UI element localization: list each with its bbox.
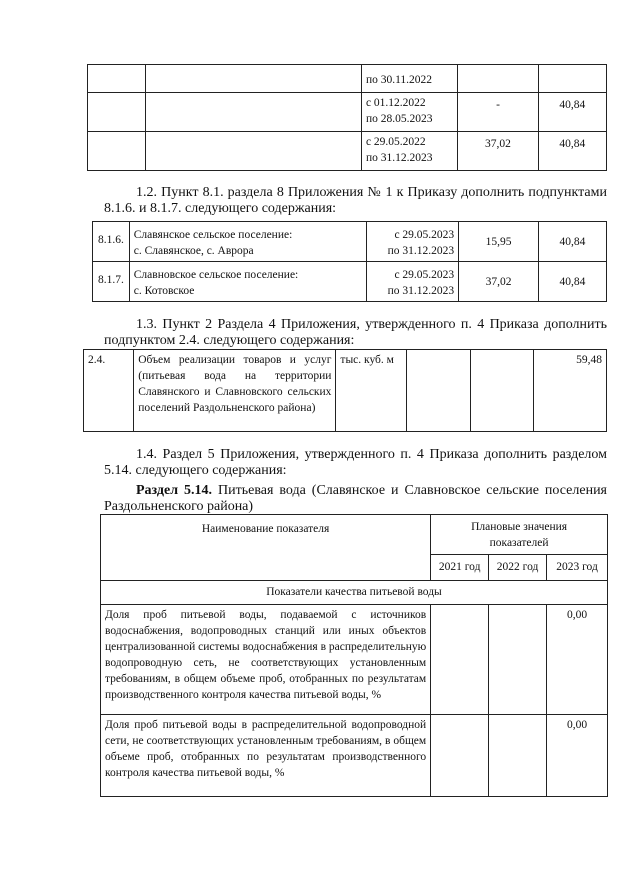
group-title-row [101, 581, 608, 605]
paragraph-1-2: 1.2. Пункт 8.1. раздела 8 Приложения № 1 к Приказу дополнить подпунктами 8.1.6. и 8.1.7. следующего содержания: [104, 185, 607, 216]
table-row [101, 605, 608, 715]
indicator-name: Доля проб питьевой воды, подаваемой с источников водоснабжения, водопроводных станций или иных объектов централизованной системы водоснабжения в распределительную водопроводную сеть, не соответствующих установленным требованиям, в общем объеме проб, отобранных по результатам производственного контроля качества питьевой воды, % [105, 609, 427, 701]
year-header: 2022 год [496, 561, 539, 573]
table-row: 8.1.6. Славянское сельское поселение: с. Славянское, с. Аврора с 29.05.2023 по 31.12.2023 15,95 40,84 [93, 222, 607, 262]
value-cell: 15,95 [485, 236, 512, 248]
settlement-villages: с. Котовское [133, 285, 195, 297]
period-from: по 30.11.2022 [365, 74, 433, 86]
indicator-name: Доля проб питьевой воды в распределительной водопроводной сети, не соответствующих установленным требованиям, в общем объеме проб, отобранных по результатам производственного контроля качества питьевой воды, % [105, 719, 427, 779]
value-cell: 40,84 [559, 236, 586, 248]
value-cell: 37,02 [485, 138, 511, 150]
value-cell: 40,84 [559, 138, 586, 150]
row-number: 8.1.6. [97, 234, 124, 246]
header-planned-values: Плановые значения показателей [471, 521, 568, 549]
settlement-name: Славянское сельское поселение: [133, 229, 293, 241]
table-header-row [101, 515, 608, 555]
table-row [101, 715, 608, 797]
table-row [84, 350, 607, 432]
period-to: по 28.05.2023 [365, 113, 433, 125]
header-indicator-name: Наименование показателя [201, 523, 330, 535]
period-from: с 29.05.2022 [365, 136, 426, 148]
table-row: 8.1.7. Славновское сельское поселение: с. Котовское с 29.05.2023 по 31.12.2023 37,02 40,84 [93, 262, 607, 302]
row-number: 8.1.7. [97, 274, 124, 286]
settlement-name: Славновское сельское поселение: [133, 269, 299, 281]
table-row [88, 132, 607, 171]
year-header: 2023 год [556, 561, 598, 573]
period-from: с 01.12.2022 [365, 97, 426, 109]
group-title: Показатели качества питьевой воды [266, 586, 442, 598]
quality-indicators-table [100, 514, 608, 797]
value-cell: 0,00 [566, 719, 588, 731]
value-cell: 40,84 [559, 99, 586, 111]
tariff-continuation-table [87, 64, 607, 171]
value-cell: 59,48 [576, 354, 602, 366]
unit: тыс. куб. м [340, 354, 394, 366]
value-cell: 40,84 [559, 276, 586, 288]
settlement-villages: с. Славянское, с. Аврора [133, 245, 254, 257]
value-cell: - [496, 99, 500, 111]
value-cell: 0,00 [566, 609, 588, 621]
indicator-name: Объем реализации товаров и услуг (питьевая вода на территории Славянского и Славновского сельских поселений Раздольненского района) [138, 354, 332, 414]
year-header: 2021 год [438, 561, 481, 573]
subsection-8-1-table [92, 221, 607, 302]
table-row [88, 65, 607, 93]
period-to: по 31.12.2023 [365, 152, 433, 164]
value-cell: 37,02 [485, 276, 512, 288]
table-row [88, 93, 607, 132]
section-5-14-heading: Раздел 5.14. Питьевая вода (Славянское и Славновское сельские поселения Раздольненского района) [104, 483, 607, 514]
row-number: 2.4. [88, 354, 106, 366]
paragraph-1-4: 1.4. Раздел 5 Приложения, утвержденного п. 4 Приказа дополнить разделом 5.14. следующего содержания: [104, 447, 607, 478]
paragraph-1-3: 1.3. Пункт 2 Раздела 4 Приложения, утвержденного п. 4 Приказа дополнить подпунктом 2.4. следующего содержания: [104, 317, 607, 348]
subsection-2-4-table [83, 349, 607, 432]
